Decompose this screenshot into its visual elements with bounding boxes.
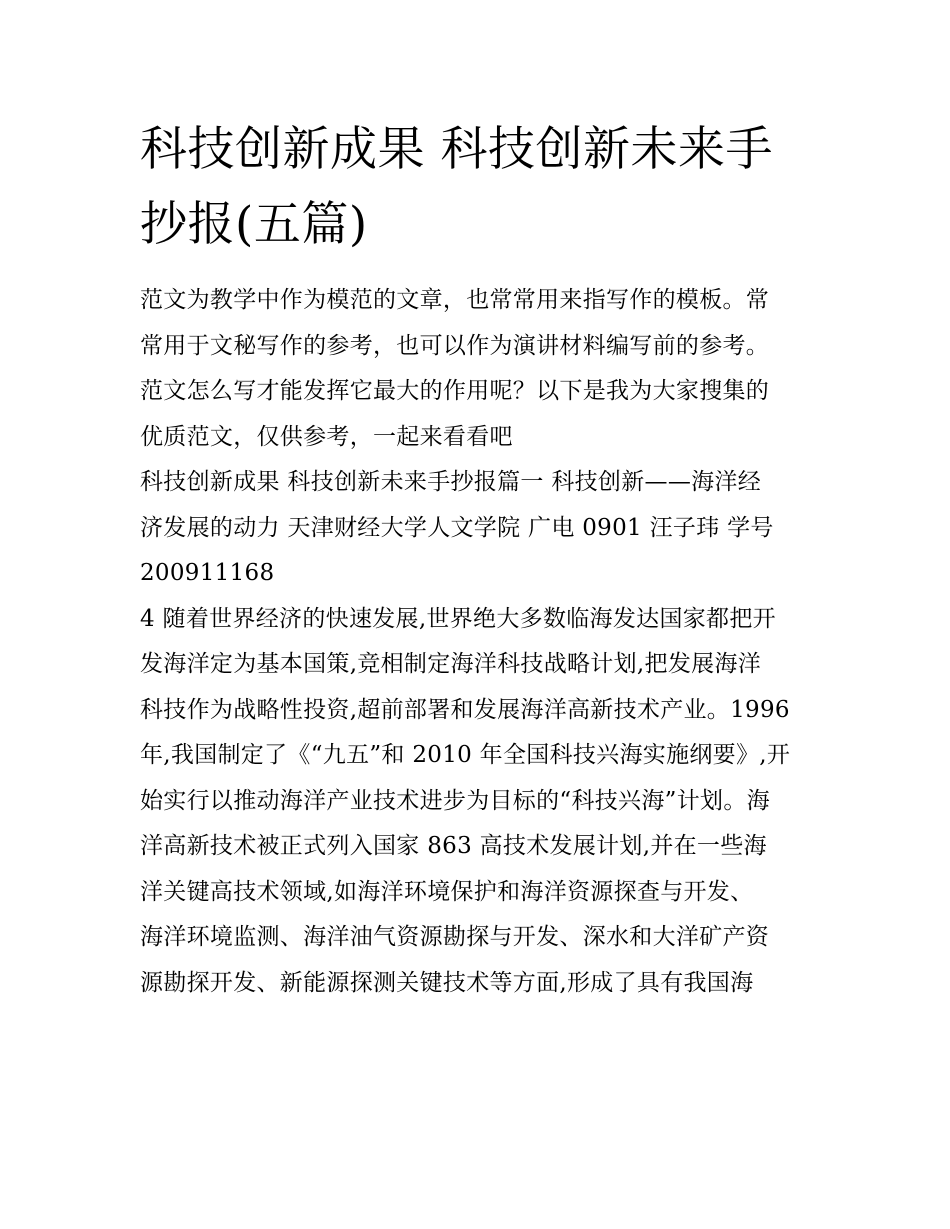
text-line: 4 随着世界经济的快速发展,世界绝大多数临海发达国家都把开 — [140, 605, 776, 632]
text-line: 海洋环境监测、海洋油气资源勘探与开发、深水和大洋矿产资 — [140, 924, 770, 950]
text-line: 济发展的动力 天津财经大学人文学院 广电 0901 汪子玮 学号 — [140, 514, 774, 541]
text-line: 科技创新成果 科技创新未来手抄报篇一 科技创新——海洋经 — [140, 469, 762, 495]
title-line: 抄报(五篇) — [140, 197, 368, 252]
intro-paragraph — [140, 278, 820, 460]
document-body — [140, 278, 820, 1006]
text-line: 洋高新技术被正式列入国家 863 高技术发展计划,并在一些海 — [140, 833, 767, 859]
text-line: 源勘探开发、新能源探测关键技术等方面,形成了具有我国海 — [140, 969, 754, 996]
title-line: 科技创新成果 科技创新未来手 — [140, 122, 773, 177]
text-line: 常用于文秘写作的参考，也可以作为演讲材料编写前的参考。 — [140, 332, 770, 359]
text-line: 范文为教学中作为模范的文章，也常常用来指写作的模板。常 — [140, 287, 770, 313]
text-line: 年,我国制定了《“九五”和 2010 年全国科技兴海实施纲要》,开 — [140, 742, 791, 768]
text-line: 范文怎么写才能发挥它最大的作用呢？以下是我为大家搜集的 — [140, 378, 770, 404]
text-line: 始实行以推动海洋产业技术进步为目标的“科技兴海”计划。海 — [140, 787, 770, 814]
text-line: 200911168 — [140, 560, 275, 586]
text-line: 洋关键高技术领域,如海洋环境保护和海洋资源探查与开发、 — [140, 878, 754, 905]
text-line: 科技作为战略性投资,超前部署和发展海洋高新技术产业。1996 — [140, 696, 790, 723]
page-title — [140, 112, 830, 262]
content-paragraph — [140, 597, 820, 1007]
text-line: 发海洋定为基本国策,竞相制定海洋科技战略计划,把发展海洋 — [140, 651, 762, 677]
section-heading-paragraph — [140, 460, 820, 597]
text-line: 优质范文，仅供参考，一起来看看吧 — [140, 423, 513, 450]
